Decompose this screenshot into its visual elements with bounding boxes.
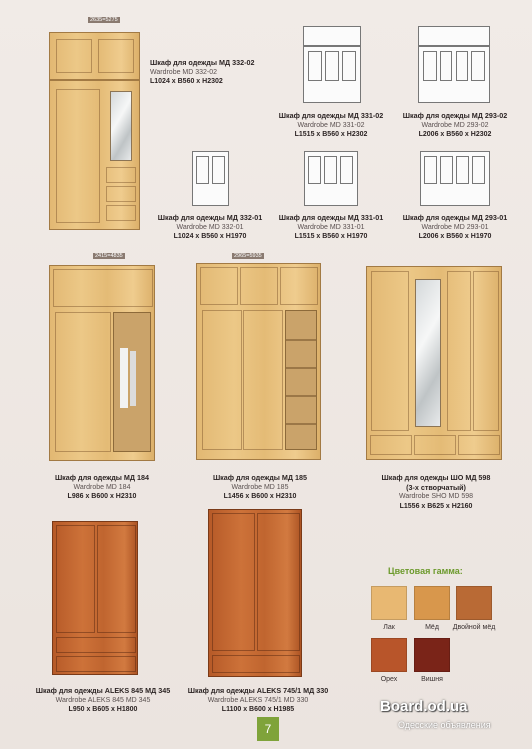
caption-md185: Шкаф для одежды МД 185 Wardrobe MD 185 L1456 x B600 x H2310 xyxy=(212,473,308,500)
caption-aleks845: Шкаф для одежды ALEKS 845 МД 345 Wardrobe ALEKS 845 MD 345 L950 x B605 x H1800 xyxy=(35,686,171,713)
wardrobe-md332-02-body xyxy=(49,80,140,230)
watermark-site: Board.od.ua xyxy=(380,698,468,715)
swatch-label: Вишня xyxy=(421,676,443,683)
caption-md184: Шкаф для одежды МД 184 Wardrobe MD 184 L986 x B600 x H2310 xyxy=(54,473,150,500)
drawing-md293-01 xyxy=(420,151,490,206)
watermark-caption: Одесские объявления xyxy=(398,720,491,730)
caption-md598: Шкаф для одежды ШО МД 598 (3-х створчатый) Wardrobe SHO MD 598 L1556 x B625 x H2160 xyxy=(381,473,491,510)
caption-md332-01: Шкаф для одежды МД 332-01 Wardrobe MD 332-01 L1024 x B560 x H1970 xyxy=(157,213,263,240)
caption-md293-02: Шкаф для одежды МД 293-02 Wardrobe MD 293-02 L2006 x B560 x H2302 xyxy=(402,111,508,138)
wardrobe-md185 xyxy=(196,263,321,460)
swatch-med xyxy=(414,586,450,620)
wardrobe-md332-02-top xyxy=(49,32,140,80)
price-tag: 2635=5275 xyxy=(90,17,118,23)
swatch-lak xyxy=(371,586,407,620)
caption-md331-02: Шкаф для одежды МД 331-02 Wardrobe MD 331-02 L1515 x B560 x H2302 xyxy=(278,111,384,138)
price-tag: 2965=5935 xyxy=(234,253,262,259)
swatch-label: Мёд xyxy=(425,624,439,631)
drawing-md293-02 xyxy=(418,26,490,103)
wardrobe-aleks845 xyxy=(52,521,138,675)
price-tag: 2415=4835 xyxy=(95,253,123,259)
swatch-label: Двойной мёд xyxy=(452,624,496,631)
caption-aleks745: Шкаф для одежды ALEKS 745/1 МД 330 Wardrobe ALEKS 745/1 MD 330 L1100 x B600 x H1985 xyxy=(187,686,329,713)
palette-heading: Цветовая гамма: xyxy=(388,566,463,576)
drawing-md331-01 xyxy=(304,151,358,206)
swatch-vishnya xyxy=(414,638,450,672)
wardrobe-aleks745 xyxy=(208,509,302,677)
swatch-label: Лак xyxy=(383,624,395,631)
caption-md332-02: Шкаф для одежды МД 332-02 Wardrobe MD 332-02 L1024 x B560 x H2302 xyxy=(150,58,255,85)
swatch-orekh xyxy=(371,638,407,672)
swatch-double-med xyxy=(456,586,492,620)
page-number: 7 xyxy=(257,717,279,741)
drawing-md332-01 xyxy=(192,151,229,206)
caption-md331-01: Шкаф для одежды МД 331-01 Wardrobe MD 331-01 L1515 x B560 x H1970 xyxy=(278,213,384,240)
drawing-md331-02 xyxy=(303,26,361,103)
wardrobe-md184 xyxy=(49,265,155,461)
wardrobe-md598 xyxy=(366,266,502,460)
caption-md293-01: Шкаф для одежды МД 293-01 Wardrobe MD 293-01 L2006 x B560 x H1970 xyxy=(402,213,508,240)
swatch-label: Орех xyxy=(380,676,398,683)
